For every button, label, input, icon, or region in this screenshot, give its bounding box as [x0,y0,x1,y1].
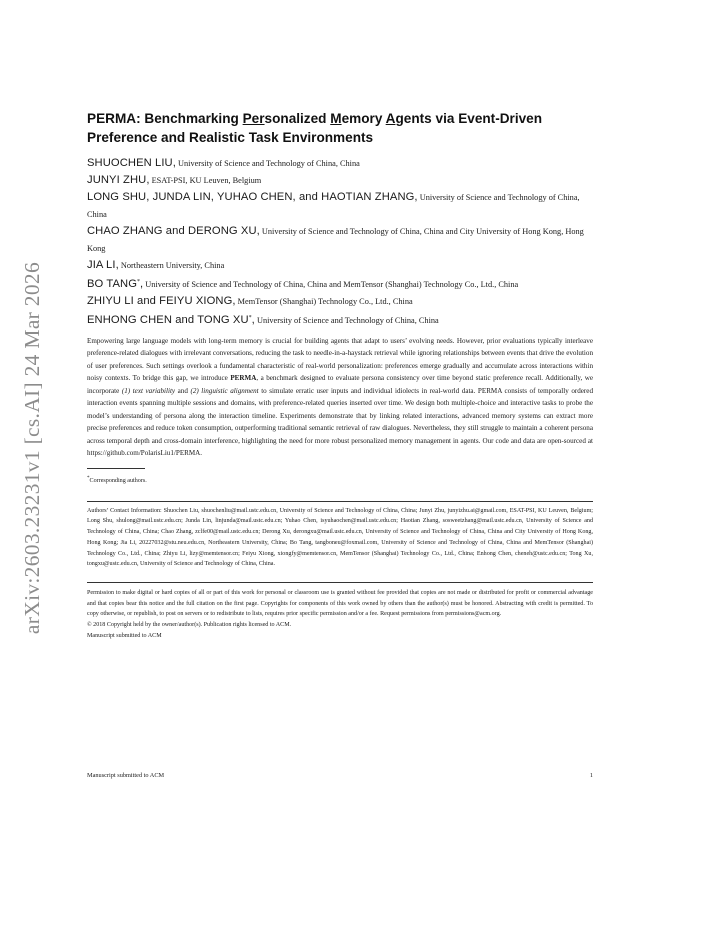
author-affiliation: University of Science and Technology of China, China [254,315,439,325]
author-affiliation: ESAT-PSI, KU Leuven, Belgium [149,176,262,185]
author-names: BO TANG [87,277,138,290]
author-affiliation: University of Science and Technology of China, China and MemTensor (Shanghai) Technology Co., Ltd., China [143,279,519,289]
author-affiliation: University of Science and Technology of China, China [87,193,580,219]
author-entry [87,155,593,172]
author-entry [87,189,593,223]
permission-notice: Permission to make digital or hard copies of all or part of this work for personal or classroom use is granted without fee provided that copies are not made or distributed for profit or commercial advantage and that copies bear this notice and the full citation on the first page. Copyrights for components of this work owned by others than the author(s) must be honored. Abstracting with credit is permitted. To copy otherwise, or republish, to post on servers or to redistribute to lists, requires prior specific permission and/or a fee. Request permissions from permissions@acm.org. [87,589,593,618]
author-affiliation: Northeastern University, China [118,261,225,270]
author-names: SHUOCHEN LIU, [87,157,176,169]
author-names: ENHONG CHEN and TONG XU [87,313,249,326]
author-names: JIA LI, [87,259,119,271]
copyright-notice: © 2018 Copyright held by the owner/author(s). Publication rights licensed to ACM. [87,622,292,629]
author-entry: BO TANG*, University of Science and Technology of China, China and MemTensor (Shanghai) Technology Co., Ltd., China [87,277,519,290]
author-entry [87,293,593,310]
author-names: CHAO ZHANG and DERONG XU, [87,225,260,237]
paper-first-page [87,110,593,641]
author-entry [87,257,593,274]
author-affiliation: University of Science and Technology of China, China and City University of Hong Kong, Hong Kong [87,227,584,253]
author-contact-information: Authors’ Contact Information: Shuochen Liu, shuochenliu@mail.ustc.edu.cn, University of Science and Technology of China, China; Junyi Zhu, junyizhu.ai@gmail.com, ESAT-PSI, KU Leuven, Belgium; Long Shu, shulong@mail.ustc.edu.cn; Junda Lin, linjunda@mail.ustc.edu.cn; Yuhao Chen, isyuhaochen@mail.ustc.edu.cn; Haotian Zhang, sosweetzhang@mail.ustc.edu.cn, University of Science and Technology of China, China; Chao Zhang, zclfe00@mail.ustc.edu.cn; Derong Xu, derongxu@mail.ustc.edu.cn, University of Science and Technology of China, China and City University of Hong Kong, Hong Kong; Jia Li, 20227032@stu.neu.edu.cn, Northeastern University, China; Bo Tang, tangboneu@foxmail.com, University of Science and Technology of China, China and MemTensor (Shanghai) Technology Co., Ltd., China; Zhiyu Li, lizy@memtensor.cn; Feiyu Xiong, xiongfy@memtensor.cn, MemTensor (Shanghai) Technology Co., Ltd., China; Enhong Chen, cheneh@ustc.edu.cn; Tong Xu, tongxu@ustc.edu.cn, University of Science and Technology of China, China. [87,507,593,568]
manuscript-note: Manuscript submitted to ACM [87,632,162,639]
contact-divider [87,501,593,502]
author-names: JUNYI ZHU, [87,174,150,186]
footnote-divider [87,468,145,469]
author-list [87,155,593,329]
corresponding-mark: * [137,279,141,285]
author-entry [87,223,593,257]
author-entry [87,172,593,189]
author-entry: ENHONG CHEN and TONG XU*, University of Science and Technology of China, China [87,313,439,326]
author-affiliation: University of Science and Technology of China, China [175,159,360,168]
paper-title: PERMA: Benchmarking Personalized Memory Agents via Event-Driven Preference and Realistic Task Environments [87,111,543,145]
author-names: ZHIYU LI and FEIYU XIONG, [87,294,236,307]
page-number: 1 [589,772,593,779]
abstract: Empowering large language models with long-term memory is crucial for building agents that adapt to users’ evolving needs. However, prior evaluations typically interleave preference-related dialogues with irrelevant conversations, reducing the task to needle-in-a-haystack retrieval while ignoring relationships between events that drive the evolution of user preferences. Such settings overlook a fundamental characteristic of real-world personalization: preferences emerge gradually and accumulate across interactions within noisy contexts. To bridge this gap, we introduce PERMA, a benchmark designed to evaluate persona consistency over time beyond static preference recall. Additionally, we incorporate (1) text variability and (2) linguistic alignment to simulate erratic user inputs and individual idiolects in real-world data. PERMA consists of temporally ordered interaction events spanning multiple sessions and domains, with preference-related queries inserted over time. We design both multiple-choice and interactive tasks to probe the model’s understanding of persona along the interaction timeline. Experiments demonstrate that by linking related interactions, advanced memory systems can extract more precise preferences and reduce token consumption, outperforming traditional semantic retrieval of raw dialogues. Nevertheless, they still struggle to maintain a coherent persona across temporal depth and cross-domain interference, highlighting the need for more robust personalized memory management in agents. Our code and data are open-sourced at https://github.com/PolarisLiu1/PERMA. [87,336,593,458]
corresponding-mark: * [248,314,252,321]
author-names: LONG SHU, JUNDA LIN, YUHAO CHEN, and HAOTIAN ZHANG, [87,191,418,203]
footnote: *Corresponding authors. [87,475,147,485]
author-affiliation: MemTensor (Shanghai) Technology Co., Ltd., China [235,296,413,306]
footer-manuscript-label: Manuscript submitted to ACM [87,772,165,779]
page-footer [87,772,593,779]
permission-divider [87,582,593,583]
arxiv-identifier: arXiv:2603.23231v1 [cs.AI] 24 Mar 2026 [20,262,44,635]
